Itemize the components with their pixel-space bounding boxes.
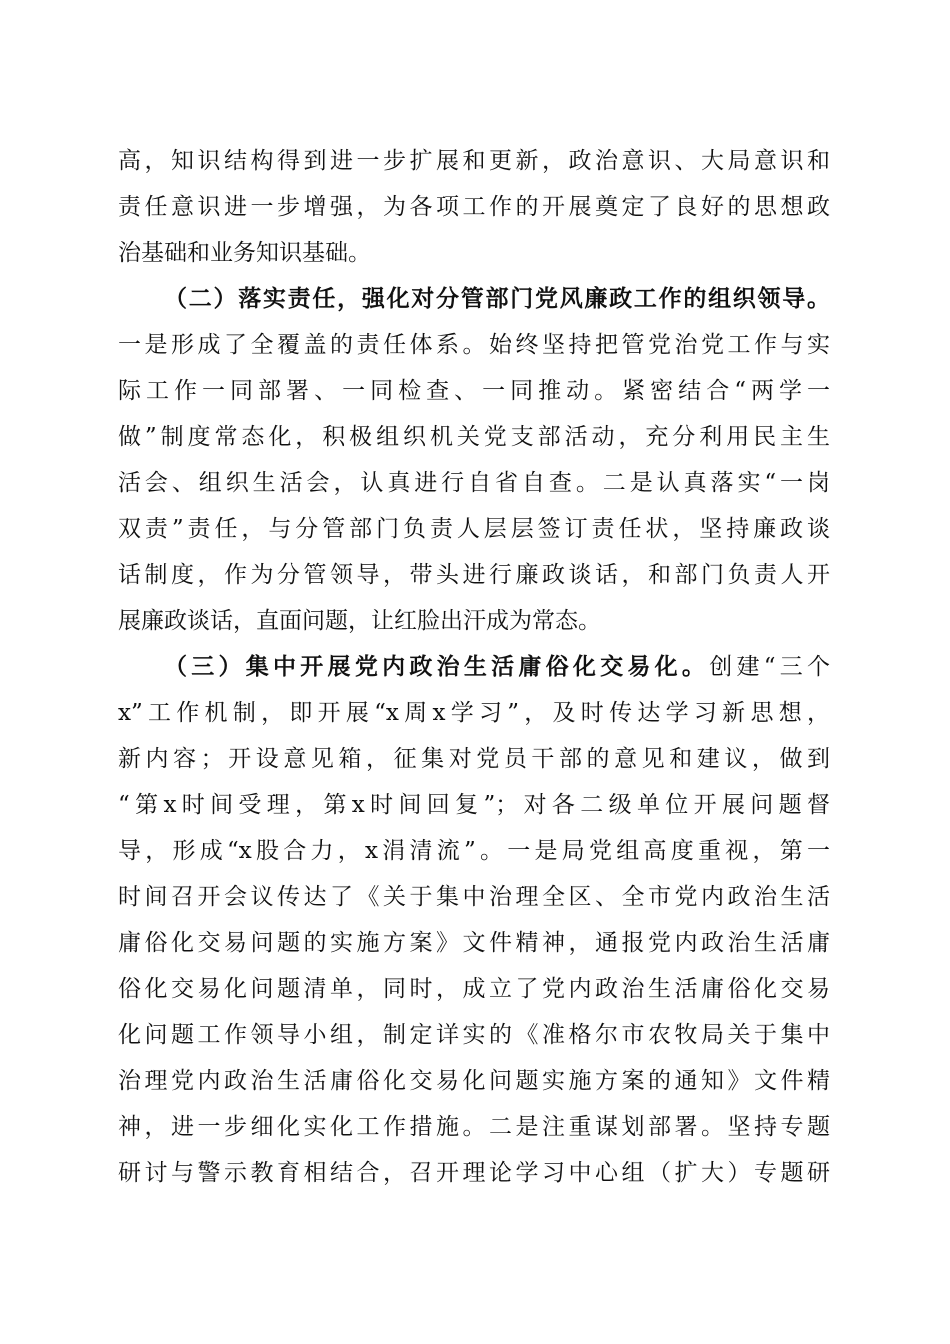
heading-line — [118, 644, 830, 690]
text-line: 治理党内政治生活庸俗化交易化问题实施方案的通知》文件精 — [118, 1068, 830, 1094]
text-line: 话制度，作为分管领导，带头进行廉政谈话，和部门负责人开 — [118, 562, 830, 588]
section-heading: （三）集中开展党内政治生活庸俗化交易化。 — [164, 653, 710, 680]
text-line: “第x时间受理，第x时间回复”；对各二级单位开展问题督 — [118, 792, 830, 818]
paragraph-2 — [118, 276, 830, 644]
text-line: x”工作机制，即开展“x周x学习”，及时传达学习新思想， — [118, 700, 830, 726]
text-line: 治基础和业务知识基础。 — [118, 240, 371, 266]
text-line: 际工作一同部署、一同检查、一同推动。紧密结合“两学一 — [118, 378, 830, 404]
text-line: 活会、组织生活会，认真进行自省自查。二是认真落实“一岗 — [118, 470, 830, 496]
text-line: 新内容；开设意见箱，征集对党员干部的意见和建议，做到 — [118, 746, 830, 772]
document-body — [118, 138, 830, 1196]
heading-tail-text: 创建“三个 — [709, 654, 830, 680]
text-line: 做”制度常态化，积极组织机关党支部活动，充分利用民主生 — [118, 424, 830, 450]
text-line: 展廉政谈话，直面问题，让红脸出汗成为常态。 — [118, 608, 601, 634]
text-line: 责任意识进一步增强，为各项工作的开展奠定了良好的思想政 — [118, 194, 830, 220]
text-line: 神，进一步细化实化工作措施。二是注重谋划部署。坚持专题 — [118, 1114, 830, 1140]
paragraph-1 — [118, 138, 830, 276]
text-line: 庸俗化交易问题的实施方案》文件精神，通报党内政治生活庸 — [118, 930, 830, 956]
text-line: 化问题工作领导小组，制定详实的《准格尔市农牧局关于集中 — [118, 1022, 830, 1048]
text-line: 俗化交易化问题清单，同时，成立了党内政治生活庸俗化交易 — [118, 976, 830, 1002]
section-heading: （二）落实责任，强化对分管部门党风廉政工作的组织领导。 — [164, 285, 830, 312]
text-line: 双责”责任，与分管部门负责人层层签订责任状，坚持廉政谈 — [118, 516, 830, 542]
text-line: 时间召开会议传达了《关于集中治理全区、全市党内政治生活 — [118, 884, 830, 910]
text-line: 一是形成了全覆盖的责任体系。始终坚持把管党治党工作与实 — [118, 332, 830, 358]
text-line: 研讨与警示教育相结合，召开理论学习中心组（扩大）专题研 — [118, 1160, 830, 1186]
text-line: 导，形成“x股合力，x涓清流”。一是局党组高度重视，第一 — [118, 838, 830, 864]
text-line: 高，知识结构得到进一步扩展和更新，政治意识、大局意识和 — [118, 148, 830, 174]
paragraph-3 — [118, 644, 830, 1196]
